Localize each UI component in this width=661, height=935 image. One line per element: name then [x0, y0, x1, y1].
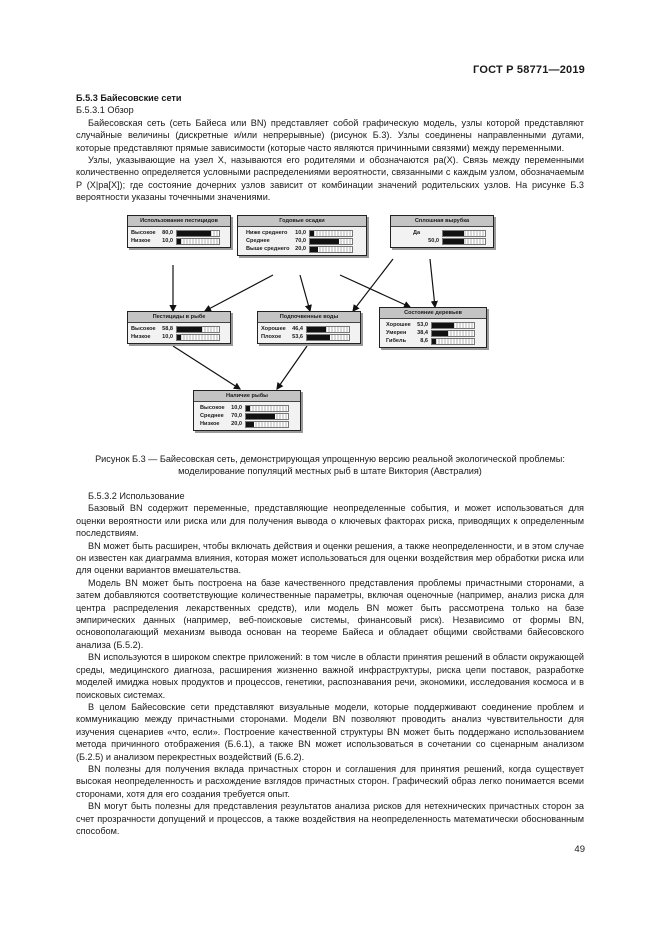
- probability-fill: [310, 247, 318, 252]
- node-tree-condition: [379, 307, 487, 348]
- probability-fill: [310, 239, 339, 244]
- probability-bar: [245, 421, 289, 428]
- arrow-rain-fish-pest: [205, 275, 273, 311]
- state-label: Умерен: [386, 330, 407, 336]
- bayesian-network-figure: [125, 213, 537, 443]
- overview-heading: Б.5.3.1 Обзор: [76, 105, 134, 116]
- usage-paragraph-6: BN полезны для получения вклада причастных сторон и соглашения для принятия решений, когда существует высокая неопределенность и расхождение взглядов причастных сторон. Графический образ легко понимается всеми сторонами, хотя для его создания требуется опыт.: [76, 763, 584, 799]
- usage-paragraph-4: BN используются в широком спектре приложений: в том числе в области принятия решений в области окружающей среды, медицинского диагноза, расширения жизненно важной инфраструктуры, риска цепи поставок, разработке моделей имиджа новых продуктов и процессов, генетики, распознавания речи, экономики, исследования космоса и в поисковых системах.: [76, 652, 584, 700]
- arrow-removal-poor-waters: [353, 259, 393, 311]
- state-label: Хорошее: [261, 326, 286, 332]
- node-title: Наличие рыбы: [194, 391, 300, 402]
- usage-section: [76, 490, 584, 837]
- standard-number: ГОСТ Р 58771—2019: [473, 64, 585, 76]
- state-value: 58,8: [162, 326, 173, 332]
- state-value: 53,0: [417, 322, 428, 328]
- usage-paragraph-2: BN может быть расширен, чтобы включать действия и оценки решения, а также неопределенности, и в этом случае он известен как диаграмма влияния, которая может использоваться для оценки воздействия мер обработки риска или для оценки вариантов вмешательства.: [76, 540, 584, 576]
- usage-paragraph-7: BN могут быть полезны для представления результатов анализа рисков для нетехнических причастных сторон за счет прозрачности допущений и процессов, а также воздействия на неопределенность математически обоснованным способом.: [76, 801, 584, 836]
- state-value: 10,0: [162, 238, 173, 244]
- state-label: Среднее: [246, 238, 270, 244]
- figure-caption: Рисунок Б.3 — Байесовская сеть, демонстрирующая упрощенную версию реальной экологической проблемы: моделирование популяций местных рыб в штате Виктория (Австралия): [95, 454, 565, 477]
- state-value: 38,4: [417, 330, 428, 336]
- node-title: Пестициды в рыбе: [128, 312, 230, 323]
- state-value: 20,0: [231, 421, 242, 427]
- probability-fill: [177, 231, 211, 236]
- state-label: Высокое: [131, 230, 156, 236]
- state-label: Плохое: [261, 334, 282, 340]
- state-row: [200, 404, 297, 412]
- probability-bar: [245, 413, 289, 420]
- state-value: 70,0: [231, 413, 242, 419]
- probability-fill: [246, 414, 275, 419]
- arrow-rain-poor-waters: [300, 275, 310, 311]
- state-value: 53,6: [292, 334, 303, 340]
- state-value: 20,0: [295, 246, 306, 252]
- usage-paragraph-1: Базовый BN содержит переменные, представляющие неопределенные события, и может использоваться для оценки вероятности или риска или для получения вывода о ключевых факторах риска, приводящих к определенным последствиям.: [76, 503, 584, 539]
- probability-fill: [432, 331, 448, 336]
- probability-fill: [246, 422, 254, 427]
- state-label: Выше среднего: [246, 246, 290, 252]
- probability-bar: [309, 230, 353, 237]
- state-row: [386, 321, 483, 329]
- state-label: Хорошее: [386, 322, 411, 328]
- node-fish-pesticides: [127, 311, 231, 344]
- probability-bar: [306, 334, 350, 341]
- intro-paragraph-2: Узлы, указывающие на узел X, называются его родителями и обозначаются pa(X). Связь между переменными количественно определяется условными распределениями вероятности, связанными с каждым узлом, обозначаемым P (X|pa[X]); где состояние дочерних узлов зависит от комбинации значений родительских узлов. На рисунке Б.3 вероятности указаны точечными значениями.: [76, 155, 584, 203]
- arrow-fish-pest-fish: [173, 346, 240, 389]
- probability-fill: [443, 231, 464, 236]
- state-row: [261, 325, 357, 333]
- state-label: Да: [413, 230, 421, 236]
- state-row: [413, 237, 490, 245]
- state-label: Высокое: [131, 326, 156, 332]
- node-title: Сплошная вырубка: [391, 216, 493, 227]
- state-row: [131, 237, 227, 245]
- node-annual-rainfall: [237, 215, 367, 256]
- probability-bar: [176, 326, 220, 333]
- probability-bar: [442, 238, 486, 245]
- probability-bar: [245, 405, 289, 412]
- probability-fill: [443, 239, 464, 244]
- node-clear-cutting: [390, 215, 494, 248]
- state-label: Ниже среднего: [246, 230, 288, 236]
- state-row: [246, 229, 363, 237]
- state-value: 8,6: [420, 338, 428, 344]
- usage-paragraph-3: Модель BN может быть построена на базе качественного представления проблемы причастными сторонами, а затем добавляются соответствующие количественные параметры, включая оценочные (например, анализ риска для центра распределения лекарственных средств), или модель BN может быть рассмотрена только на базе эмпирических данных (например, веб-поисковые системы, финансовый риск). Независимо от формы BN, основополагающий механизм вывода основан на теореме Байеса и обладает общими свойствами байесовского анализа (Б.5.2).: [76, 577, 584, 650]
- arrow-rain-trees: [340, 275, 410, 307]
- probability-bar: [309, 238, 353, 245]
- state-value: 46,4: [292, 326, 303, 332]
- intro-section: [76, 92, 584, 204]
- state-value: 10,0: [231, 405, 242, 411]
- probability-fill: [246, 406, 250, 411]
- state-row: [413, 229, 490, 237]
- usage-heading: Б.5.3.2 Использование: [88, 491, 185, 501]
- probability-bar: [176, 238, 220, 245]
- probability-fill: [432, 323, 454, 328]
- state-value: 50,0: [428, 238, 439, 244]
- state-label: Гибель: [386, 338, 407, 344]
- node-fish-presence: [193, 390, 301, 431]
- probability-fill: [432, 339, 436, 344]
- state-row: [131, 229, 227, 237]
- state-label: Среднее: [200, 413, 224, 419]
- probability-fill: [307, 335, 330, 340]
- arrow-removal-trees: [430, 259, 435, 307]
- probability-bar: [431, 322, 475, 329]
- state-row: [131, 325, 227, 333]
- usage-paragraph-5: В целом Байесовские сети представляют визуальные модели, которые поддерживают соединение проблем и коммуникацию между причастными сторонами. Модели BN позволяют проводить анализ чувствительности для изучения сценариев «что, если». Построение качественной структуры BN может быть поддержано использованием метода причинного отображения (Б.6.1), а также BN может использоваться в сочетании со сценарным анализом (Б.2.5) и анализом перекрестных воздействий (Б.6.2).: [76, 701, 584, 762]
- probability-bar: [431, 330, 475, 337]
- state-row: [386, 337, 483, 345]
- state-row: [246, 237, 363, 245]
- state-label: Низкое: [200, 421, 220, 427]
- intro-paragraph-1: Байесовская сеть (сеть Байеса или BN) представляет собой графическую модель, узлы которой представляют случайные величины (дискретные и/или непрерывные) (рисунок Б.3). Узлы соединены направленными дугами, которые представляют прямые зависимости (которые часто являются причинными связями) между переменными.: [76, 117, 584, 153]
- probability-bar: [176, 230, 220, 237]
- state-value: 80,0: [162, 230, 173, 236]
- probability-fill: [177, 239, 181, 244]
- state-row: [386, 329, 483, 337]
- arrow-poor-waters-fish: [277, 346, 307, 389]
- section-heading: Б.5.3 Байесовские сети: [76, 93, 182, 103]
- state-row: [246, 245, 363, 253]
- state-label: Низкое: [131, 334, 151, 340]
- state-row: [200, 420, 297, 428]
- probability-bar: [309, 246, 353, 253]
- state-label: Высокое: [200, 405, 225, 411]
- state-row: [261, 333, 357, 341]
- probability-bar: [442, 230, 486, 237]
- node-title: Подпочвенные воды: [258, 312, 360, 323]
- probability-bar: [306, 326, 350, 333]
- probability-fill: [177, 335, 181, 340]
- probability-bar: [176, 334, 220, 341]
- probability-bar: [431, 338, 475, 345]
- state-row: [131, 333, 227, 341]
- probability-fill: [310, 231, 314, 236]
- probability-fill: [307, 327, 326, 332]
- state-row: [200, 412, 297, 420]
- node-pesticide-use: [127, 215, 231, 248]
- node-title: Годовые осадки: [238, 216, 366, 227]
- node-title: Состояние деревьев: [380, 308, 486, 319]
- state-value: 10,0: [162, 334, 173, 340]
- state-value: 10,0: [295, 230, 306, 236]
- page-number: 49: [574, 844, 585, 855]
- probability-fill: [177, 327, 202, 332]
- node-title: Использование пестицидов: [128, 216, 230, 227]
- state-label: Низкое: [131, 238, 151, 244]
- state-value: 70,0: [295, 238, 306, 244]
- node-groundwater: [257, 311, 361, 344]
